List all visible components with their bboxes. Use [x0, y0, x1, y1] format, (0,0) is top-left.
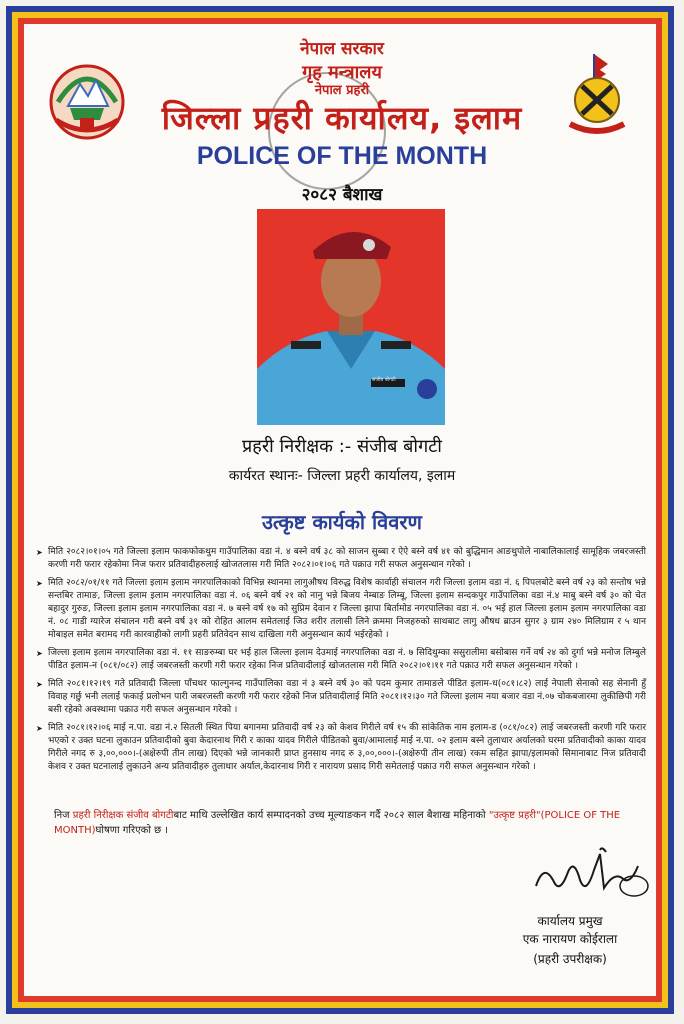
award-title: POLICE OF THE MONTH [196, 142, 488, 170]
declaration-name: प्रहरी निरीक्षक संजीव बोगटी [72, 810, 174, 821]
photo-name-tag: संजीब बोगटी [372, 377, 396, 383]
signatory-title: कार्यालय प्रमुख [537, 914, 603, 928]
department-header: नेपाल प्रहरी [314, 83, 370, 98]
ministry-header: गृह मन्त्रालय [302, 62, 382, 83]
declaration-award: "उत्कृष्ट प्रहरी"(POLICE OF THE MONTH) [54, 810, 621, 836]
award-month: २०८२ बैशाख [301, 185, 383, 205]
govt-header: नेपाल सरकार [300, 39, 384, 59]
list-item: ➤ मिति २०८२/०१/११ गते जिल्ला इलाम इलाम नगरपालिकाको विभिन्न स्थानमा लागुऔषध विरुद्ध विशेष कार्वाही संचालन गरी जिल्ला इलाम वडा नं. ६ पिपलबोटे बस्ने वर्ष २३ को सन्तोष भन्ने सन्तबिर तामाङ, जिल्ला इलाम इलाम नगरपालिका वडा नं. ०६ बस्ने वर्ष २१ को नानु भन्ने बिजय नेम्बाङ लिम्बू, जिल्ला इलाम सन्दकपुर गाउँपालिका वडा नं.४ माबु बस्ने वर्ष ३० को चेत बहादुर गुरुङ, जिल्ला इलाम इलाम नगरपालिका वडा नं. ७ बस्ने वर्ष १७ को सुप्रिम देवान र जिल्ला झापा बिर्तामोड नगरपालिका वडा नं. ०५ भई हाल जिल्ला इलाम इलाम नगरपालिका वडा नं. ०८ गाडी ग्यारेज संचालन गरी बस्ने वर्ष ३१ को रोहित आलम समेतलाई जिउ शरीर तलासी लिने क्रममा निजहरुको साथबाट लागु औषध ब्राउन सुगर ३ ग्राम २४० मिलिग्राम र ५ थान मोबाइल समेत बरामद गरी कारवाहीको लागी प्रहरी प्रतिवेदन साथ दाखिला गरी अनुसन्धान कार्य भईरहेको । [36, 577, 646, 642]
awardee-name: प्रहरी निरीक्षक :- संजीब बोगटी [242, 436, 442, 457]
signature-icon [530, 842, 654, 906]
signatory-name: एक नारायण कोईराला [522, 932, 618, 946]
list-item: ➤ मिति २०८२।०१।०५ गते जिल्ला इलाम फाकफोकथुम गाउँपालिका वडा नं. ४ बस्ने वर्ष ३८ को साजन सुब्बा र ऐऐ बस्ने वर्ष ४१ को बुद्धिमान आङथुपोले नाबालिकालाई सामूहिक जबरजस्ती करणी गरी फरार रहेकोमा निज फरार प्रतिवादीहरुलाई खोजतलास गरी मिति २०८२।०१।०६ गते पक्राउ गरी सफल अनुसन्धान गरेको । [36, 546, 646, 572]
declaration-prefix: निज [54, 810, 73, 821]
declaration-suffix: घोषणा गरिएको छ । [95, 825, 169, 836]
office-title: जिल्ला प्रहरी कार्यालय, इलाम [161, 99, 523, 137]
list-item: ➤ मिति २०८१।१२।०६ माई न.पा. वडा नं.२ सितली स्थित पिया बगानमा प्रतिवादी वर्ष २३ को केशव गिरीले वर्ष १५ की सांकेतिक नाम इलाम-ड (०८१/०८२) लाई जबरजस्ती करणी गरि फरार भएको र उक्त घटना लुकाउन प्रतिवादीको बुवा केदारनाथ गिरी र काका यादव गिरीले पीडितको बुवा/आमालाई माई न.पा. ०२ इलाम बस्ने तुलाधार अर्यालको घरमा प्रतिवादीको काका यादव गिरीले नगद रु ३,००,०००।-(अक्षेरुपी तीन लाख) दिएको भन्ने जानकारी प्राप्त हुनसाथ नगद रु ३,००,०००।-(अक्षेरुपी तीन लाख) रकम सहित झापा/इलामको सिमानाबाट निज प्रतिवादी केशव र उक्त घटनालाई लुकाउने अन्य प्रतिवादीहरु तुलाधार अर्याल,केदारनाथ गिरी र नारायण प्रसाद गिरी समेतलाई पक्राउ गरी सफल अनुसन्धान गरेको । [36, 722, 646, 774]
awardee-workplace: कार्यरत स्थानः- जिल्ला प्रहरी कार्यालय, इलाम [228, 468, 456, 484]
list-item: ➤ जिल्ला इलाम इलाम नगरपालिका वडा नं. ११ साङरुम्बा घर भई हाल जिल्ला इलाम देउमाई नगरपालिका वडा नं. ७ सिदिथुम्का ससुरालीमा बसोबास गर्ने वर्ष २४ को दुर्गा भन्ने मनोज लिम्बुले पीडित इलाम-न (०८१/०८२) लाई जबरजस्ती करणी गरी फरार रहेका निज प्रतिवादीलाई खोजतलास गरी मिति २०८२।०१।११ गते पक्राउ गरी सफल अनुसन्धान गरेको । [36, 647, 646, 673]
section-title: उत्कृष्ट कार्यको विवरण [261, 510, 423, 534]
list-item: ➤ मिति २०८१।१२।१९ गते प्रतिवादी जिल्ला पाँचथर फाल्गुनन्द गाउँपालिका वडा नं ३ बस्ने वर्ष ३० को पदम कुमार तामाङले पीडित इलाम-ध(०८१।८२) लाई नेपाली सेनाको सह सेनानी हुँ विवाह गर्छु भनी ललाई फकाई प्रलोभन पारी जबरजस्ती करणी गरी फरार रहेको निज प्रतिवादीलाई मिति २०८१।१२।३० गते जिल्ला इलाम नया बजार वडा नं.०७ चोकबजारमा लुकीछिपी गरी बसी रहेको अवस्थामा पक्राउ गरी सफल अनुसन्धान गरेको । [36, 678, 646, 717]
declaration-middle: बाट माथि उल्लेखित कार्य सम्पादनको उच्च मूल्याङकन गर्दै २०८२ साल बैशाख महिनाको [173, 810, 489, 821]
signatory-rank: (प्रहरी उपरीक्षक) [533, 952, 607, 966]
declaration-text [54, 808, 646, 838]
achievement-list [36, 546, 646, 779]
awardee-photo [257, 209, 445, 425]
